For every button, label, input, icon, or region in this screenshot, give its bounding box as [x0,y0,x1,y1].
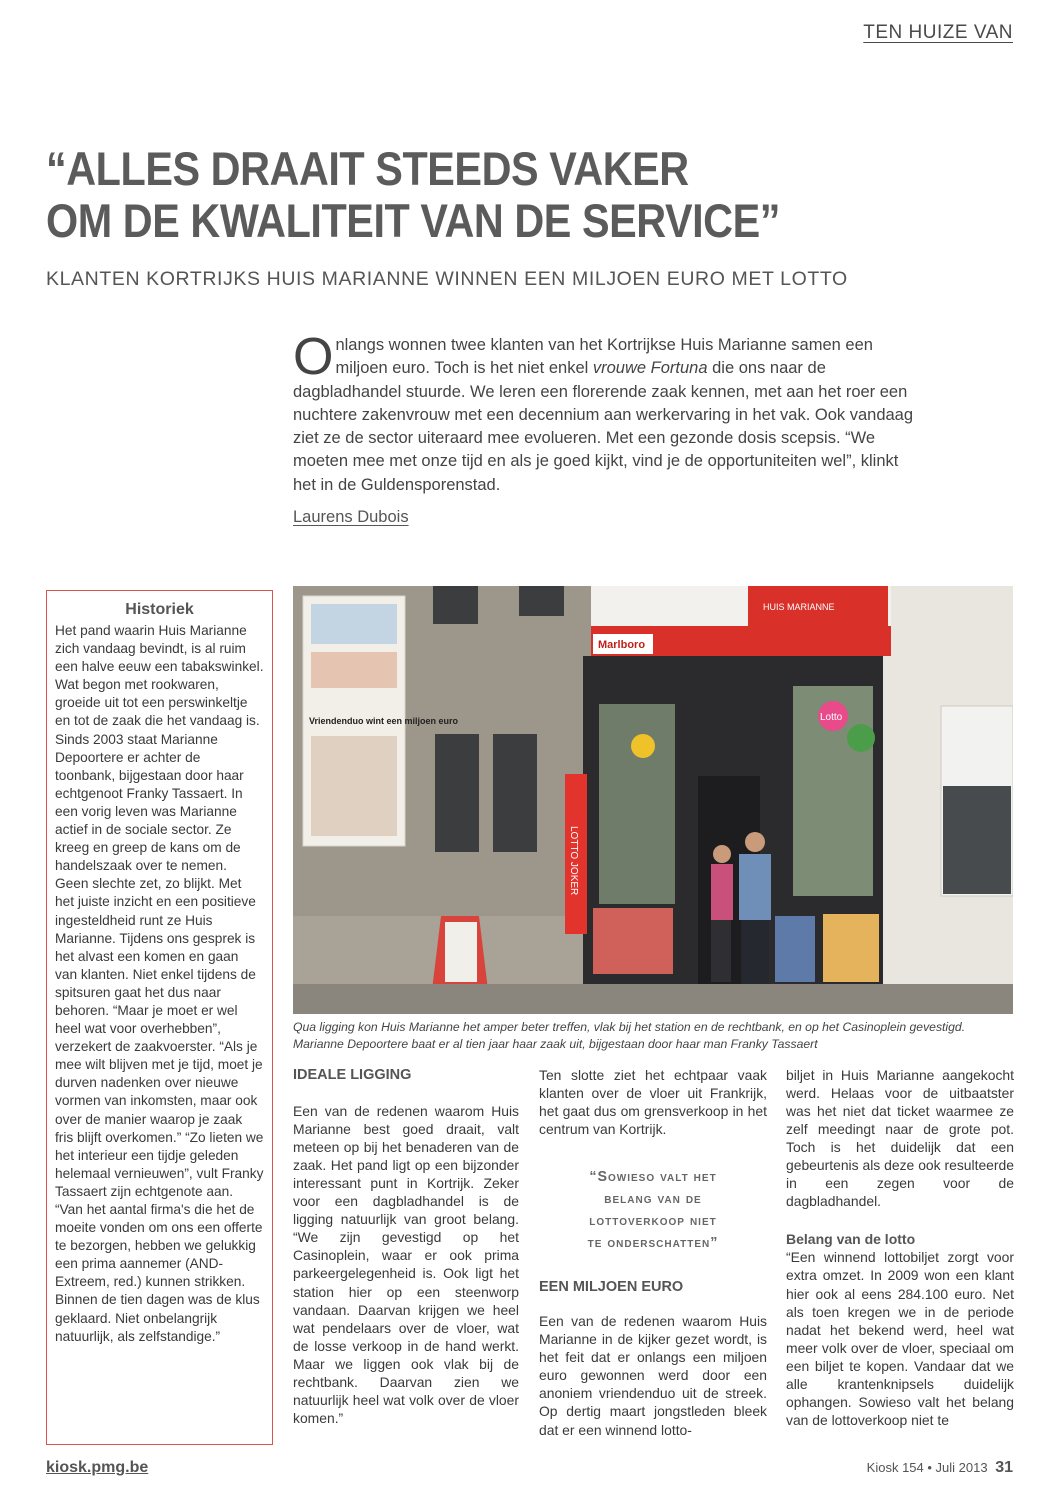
col3-text-top: biljet in Huis Marianne aangekocht werd. Helaas voor de uitbaatster was het niet dat ticket waarmee ze zelf meedingt naar de grote pot. Toch is het duidelijk dat een gebeurtenis als deze ook resulteerde in een zegen voor de dagbladhandel. [786,1067,1014,1210]
photo-sign-shop: HUIS MARIANNE [763,602,835,612]
col3-text-bottom: “Een winnend lottobiljet zorgt voor extra omzet. In 2009 won een klant hier ook al eens 284.100 euro. Net als toen kregen we in de periode nadat het bekend werd, heel wat meer volk over de vloer, speciaal om een biljet te kopen. Vandaar dat we alle krantenknipsels duidelijk ophangen. Sowieso valt het belang van de lottoverkoop niet te [786,1249,1014,1428]
photo-lotto-label: Lotto [820,712,843,723]
heading-belang-van-de-lotto: Belang van de lotto [786,1231,916,1248]
heading-ideale-ligging: IDEALE LIGGING [293,1067,412,1083]
col2-text-top: Ten slotte ziet het echtpaar vaak klanten over de vloer uit Frankrijk, het gaat dus om grensverkoop in het centrum van Kortrijk. [539,1067,767,1138]
section-tag: TEN HUIZE VAN [863,22,1013,43]
article-column-1 [293,1066,519,1427]
shop-photo [293,586,1013,1014]
photo-sign-brand: Marlboro [598,639,646,651]
headline [46,143,891,247]
photo-flag-text: LOTTO JOKER [568,826,579,896]
pullquote-line-4: te onderschatten” [587,1235,719,1252]
article-column-2 [539,1066,767,1439]
pullquote-line-2: belang van de [604,1191,702,1208]
headline-line-1: “ALLES DRAAIT STEEDS VAKER [46,142,689,195]
pullquote-line-1: “Sowieso valt het [589,1169,717,1186]
headline-line-2: OM DE KWALITEIT VAN DE SERVICE” [46,194,780,247]
intro-paragraph [293,328,918,497]
intro-text-emphasis: vrouwe Fortuna [592,359,708,378]
author-byline[interactable]: Laurens Dubois [293,508,409,526]
heading-een-miljoen-euro: EEN MILJOEN EURO [539,1279,684,1296]
sidebar-title: Historiek [125,601,194,618]
sidebar-historiek [46,590,273,1445]
page-number: 31 [995,1459,1013,1476]
col2-text-bottom: Een van de redenen waarom Huis Marianne in de kijker gezet wordt, is het feit dat er onlangs een miljoen euro gewonnen werd door een anoniem vriendenduo uit de streek. Op dertig maart jongstleden bleek dat er een winnend lotto- [539,1313,767,1438]
col1-text: Een van de redenen waarom Huis Marianne best goed draait, valt meteen op bij het benaderen van de zaak. Het pand ligt op een bijzonder interessant punt in Kortrijk. Zeker voor een dagbladhandel is de ligging natuurlijk van groot belang. “We zijn gevestigd op het Casinoplein, waar er ook prima parkeergelegenheid is. Ook ligt het station hier op een steenworp vandaan. Daarvan krijgen we heel wat pendelaars over de vloer, wat de losse verkoop in de hand werkt. Maar we liggen ook vlak bij de rechtbank. Daarvan zien we natuurlijk heel wat volk over de vloer komen.” [293,1103,519,1426]
pullquote [539,1166,767,1254]
dropcap: O [293,328,334,386]
pullquote-line-3: lottoverkoop niet [589,1213,717,1230]
intro-text-b: die ons naar de dagbladhandel stuurde. We leren een florerende zaak kennen, met aan het roer een nuchtere zakenvrouw met een decennium aan werkervaring in het vak. Ook vandaag ziet ze de sector uiteraard mee evolueren. Met een gezonde dosis scepsis. “We moeten mee met onze tijd en als je goed kijkt, vind je de opportuniteiten wel”, klinkt het in de Guldensporenstad. [293,359,914,494]
sidebar-text: Het pand waarin Huis Marianne zich vandaag bevindt, is al ruim een halve eeuw een tabakswinkel. Wat begon met rookwaren, groeide uit tot een perswinkeltje en tot de zaak die het vandaag is. Sinds 2003 staat Marianne Depoortere er achter de toonbank, bijgestaan door haar echtgenoot Franky Tassaert. In een vorig leven was Marianne actief in de sociale sector. Ze kreeg en greep de kans om de handelszaak over te nemen. Geen slechte zet, zo blijkt. Met het juiste inzicht en een positieve ingesteldheid runt ze Huis Marianne. Tijdens ons gesprek is het alvast een komen en gaan van klanten. Niet enkel tijdens de spitsuren gaat het dus naar behoren. “Maar je moet er wel heel wat voor overhebben”, verzekert de zaakvoerster. “Als je mee wilt blijven met je tijd, moet je durven nadenken over nieuwe vormen van inkomsten, maar ook over de manier waarop je zaak fris blijft overkomen.” “Zo lieten we het interieur een tijdje geleden helemaal vernieuwen”, vult Franky Tassaert zijn echtgenote aan. “Van het aantal firma's die het de moeite vonden om ons een offerte te bezorgen, hebben we gelukkig een prima aannemer (AND-Extreem, red.) kunnen strikken. Binnen de tien dagen was de klus geklaard. Niet onbelangrijk natuurlijk, als zelfstandige.” [55,623,264,1344]
intro-text-a: nlangs wonnen twee klanten van het Kortrijkse Huis Marianne samen een miljoen euro. Toch is het niet enkel [335,336,873,378]
footer-issue [867,1459,1013,1477]
footer-issue-text: Kiosk 154 • Juli 2013 [866,1460,988,1475]
article-column-3 [786,1066,1014,1429]
shop-photo-illustration [293,586,1013,1014]
photo-caption: Qua ligging kon Huis Marianne het amper beter treffen, vlak bij het station en de rechtbank, en op het Casinoplein gevestigd. Marianne Depoortere baat er al tien jaar haar zaak uit, bijgestaan door haar man Franky Tassaert [293,1020,966,1051]
footer-website-link[interactable]: kiosk.pmg.be [46,1459,149,1476]
photo-clipping-headline: Vriendenduo wint een miljoen euro [309,716,459,726]
subheadline: KLANTEN KORTRIJKS HUIS MARIANNE WINNEN EEN MILJOEN EURO MET LOTTO [46,268,848,290]
